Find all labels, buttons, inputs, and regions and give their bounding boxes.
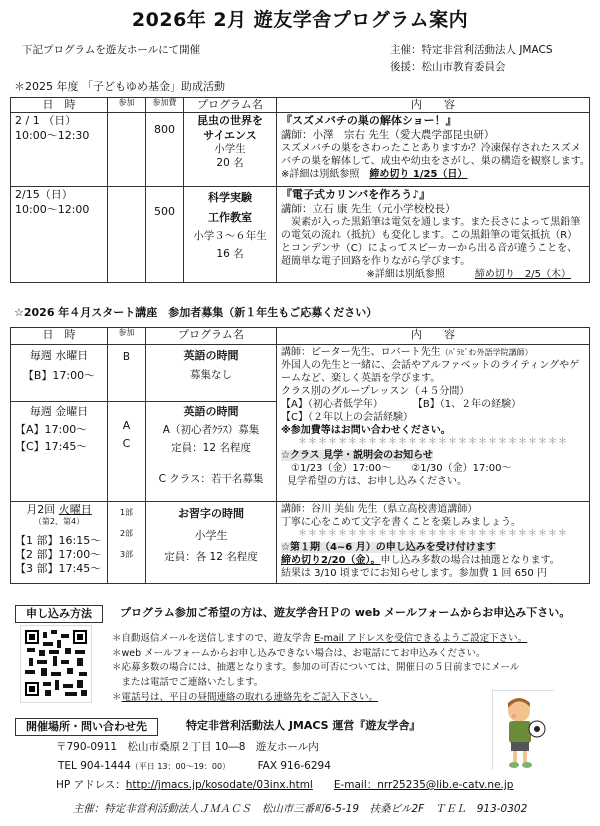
table-row <box>11 113 590 187</box>
header-content: 内 容 <box>277 328 590 345</box>
capacity: 定員：各 12 名程度 <box>164 551 258 563</box>
program-name: 英語の時間 <box>183 405 239 418</box>
visit-notice: ☆クラス 見学・説明会のお知らせ <box>281 449 433 461</box>
class-a: 【A】（初心者低学年） <box>281 399 378 410</box>
join: B <box>108 345 146 402</box>
time: 10:00～12:00 <box>15 202 90 216</box>
content-heading: 『電子式カリンバを作ろう♪』 <box>281 188 431 202</box>
time: 【B】17:00～ <box>22 368 96 382</box>
header-content: 内 容 <box>277 98 590 113</box>
fee: 800 <box>146 113 184 187</box>
table-row <box>11 187 590 283</box>
fee-note: ※参加費等はお問い合わせください。 <box>281 425 451 436</box>
teacher: 講師：谷川 美仙 先生（県立高校書道講師） <box>281 504 478 515</box>
table-header <box>11 328 590 345</box>
join: C <box>122 436 131 450</box>
program-name: サイエンス <box>203 128 257 142</box>
deadline: 締め切り 2/5（木） <box>474 269 571 281</box>
time: 【2 部】17:00～ <box>15 547 102 561</box>
time: 【C】17:45～ <box>15 440 88 454</box>
visit-dates: ①1/23（金）17:00～ ②1/30（金）17:00～ <box>291 462 512 474</box>
target: 小学生 <box>194 529 228 542</box>
recruit: C クラス：若干名募集 <box>158 473 264 486</box>
day: 月2回 <box>26 503 56 516</box>
contact-label: 開催場所・問い合わせ先 <box>15 718 158 736</box>
day: 毎週 水曜日 <box>29 349 89 362</box>
table-row <box>11 345 590 402</box>
part: 3部 <box>119 549 134 559</box>
weekday: 火曜日 <box>58 503 92 516</box>
visit-note: 見学希望の方は、お申し込みください。 <box>287 475 467 487</box>
program-name: 英語の時間 <box>183 349 239 362</box>
email-link[interactable]: E-mail：nrr25235@lib.e-catv.ne.jp <box>333 779 514 791</box>
address: 〒790-0911 松山市桑原２丁目 10―8 遊友ホール内 <box>56 741 319 753</box>
group-lesson: クラス別のグループレッスン（４５分間） <box>281 386 470 397</box>
content-heading: 『スズメバチの巣の解体ショー！』 <box>281 114 457 128</box>
section1-title: ＊2025 年度 「子どもゆめ基金」助成活動 <box>14 80 225 93</box>
program-name: お習字の時間 <box>178 507 244 520</box>
result-note: 結果は 3/10 頃までにお知らせします。参加費 1 回 650 円 <box>281 567 547 579</box>
note: ＊自動返信メールを送信しますので、遊友学舎 <box>112 633 315 644</box>
deadline: 締め切り 1/25（日） <box>369 169 468 181</box>
qr-code-icon[interactable] <box>20 625 92 703</box>
child-with-ball-icon <box>492 690 554 770</box>
hp-label: HP アドレス： <box>56 779 126 791</box>
content-body: スズメバチの巣をさわったことありますか？冷凍保存されたスズメバチの巣を解体して、成虫や幼虫をさがし、巣の構造を観察します。 ※詳細は別紙参照 <box>281 143 595 181</box>
note: ＊ <box>112 691 122 703</box>
divider: ＊＊＊＊＊＊＊＊＊＊＊＊＊＊＊＊＊＊＊＊＊＊＊＊＊＊＊ <box>297 437 568 447</box>
organizer: 主催：特定非営利活動法人 JMACS <box>390 44 553 56</box>
teacher: 講師：立石 康 先生（元小学校校長） <box>281 202 456 215</box>
class-c: 【C】（２年以上の会話経験） <box>281 412 413 423</box>
part: 1部 <box>119 508 134 517</box>
deadline: 締め切り2/20（金）。 <box>281 554 381 566</box>
capacity: 20 名 <box>216 156 244 169</box>
header-date: 日 時 <box>11 98 108 113</box>
section2-title: ☆2026 年４月スタート講座 参加者募集（新１年生もご応募ください） <box>14 306 378 319</box>
join: A <box>122 419 131 432</box>
apply-label: 申し込み方法 <box>15 605 103 623</box>
tel: TEL 904-1444 <box>58 760 131 772</box>
table-header <box>11 98 590 113</box>
table-row <box>11 502 590 584</box>
status: 募集なし <box>190 368 232 381</box>
apply-notes <box>112 632 527 706</box>
divider: ＊＊＊＊＊＊＊＊＊＊＊＊＊＊＊＊＊＊＊＊＊＊＊＊＊＊＊ <box>297 529 568 539</box>
hp-link[interactable]: http://jmacs.jp/kosodate/03inx.html <box>125 779 313 791</box>
footer: 主催：特定非営利活動法人ＪＭＡＣＳ 松山市三番町6-5-19 扶桑ビル2F ＴＥＬ 913-0302 <box>72 803 528 815</box>
fax: FAX 916-6294 <box>257 760 331 772</box>
page-title: 2026年 2月 遊友学舎プログラム案内 <box>131 9 469 31</box>
content-body: 炭素が入った黒鉛筆は電気を通します。また長さによって黒鉛筆の電気の流れ（抵抗）も変化します。この黒鉛筆の電気抵抗（R）とコンデンサ（C）によってスピーカーから出る音が違うことを、超簡単な電子回路を作りながら学びます。 <box>281 217 581 268</box>
capacity: 定員：12 名程度 <box>171 441 251 454</box>
date: 2/15（日） <box>15 188 73 202</box>
time: 【1 部】16:15～ <box>15 533 102 547</box>
note: ＊応募多数の場合には、抽選となります。参加の可否については、開催日の５日前までにメール <box>112 662 520 674</box>
tel-hours: （平日 13：00～19：00） <box>130 762 227 771</box>
capacity: 16 名 <box>216 248 244 261</box>
date: 2 / 1 （日） <box>15 114 77 128</box>
time: 【A】17:00～ <box>15 422 88 436</box>
teacher: 講師：小澤 宗右 先生（愛大農学部昆虫研） <box>281 128 495 141</box>
fee: 500 <box>146 187 184 283</box>
reference: ※詳細は別紙参照 <box>366 269 445 281</box>
header-program: プログラム名 <box>146 328 277 345</box>
content-body: 外国人の先生と一緒に、会話やアルファベットのライティングやゲームなど、楽しく英語を学びます。 <box>281 360 580 384</box>
header-join: 参加 <box>108 328 146 345</box>
time: 10:00～12:30 <box>15 128 90 142</box>
apply-lead: プログラム参加ご希望の方は、遊友学舎ＨＰの web メールフォームからお申込み下さい。 <box>120 606 571 619</box>
part: 2部 <box>119 528 134 538</box>
note: 電話号は、平日の昼間連絡の取れる連絡先をご記入下さい。 <box>121 691 379 703</box>
content-body: 丁寧に心をこめて文字を書くことを楽しみましょう。 <box>281 517 521 528</box>
school: （ﾊﾟﾗﾋﾞｵﾝ外語学院講師） <box>440 348 533 357</box>
intro-text: 下記プログラムを遊友ホールにて開催 <box>22 44 201 56</box>
contact-org: 特定非営利活動法人 JMACS 運営『遊友学舎』 <box>186 719 421 732</box>
recruit: A（初心者ｸﾗｽ）募集 <box>162 423 260 436</box>
header-date: 日 時 <box>11 328 108 345</box>
note: E-mail アドレスを受信できるようご設定下さい。 <box>314 633 528 644</box>
header-program: プログラム名 <box>184 98 277 113</box>
class-b: 【B】（1、２年の経験） <box>417 399 522 410</box>
section1-table <box>10 97 595 283</box>
time: 【3 部】17:45～ <box>15 562 102 576</box>
target: 小学生 <box>214 142 246 155</box>
program-name: 科学実験 <box>208 191 252 205</box>
target: 小学３～６年生 <box>193 229 267 242</box>
teacher: 講師：ピーター先生、ロバート先生 <box>281 347 441 358</box>
program-name: 工作教室 <box>208 210 252 224</box>
lottery-note: 申し込み多数の場合は抽選となります。 <box>380 554 560 566</box>
support: 後援：松山市教育委員会 <box>390 61 506 73</box>
day: 毎週 金曜日 <box>29 405 89 418</box>
header-join: 参加 <box>108 98 146 113</box>
note: ＊web メールフォームからお申し込みできない場合は、お電話にてお申込みください。 <box>112 647 486 659</box>
header-fee: 参加費 <box>146 98 184 113</box>
section2-table <box>10 327 590 584</box>
program-name: 昆虫の世界を <box>197 114 263 128</box>
note: または電話でご連絡いたします。 <box>112 677 264 689</box>
period-notice: ☆第１期（4~6 月）の申し込みを受け付けます <box>281 541 496 553</box>
weeks: （第2、第4） <box>33 517 85 527</box>
